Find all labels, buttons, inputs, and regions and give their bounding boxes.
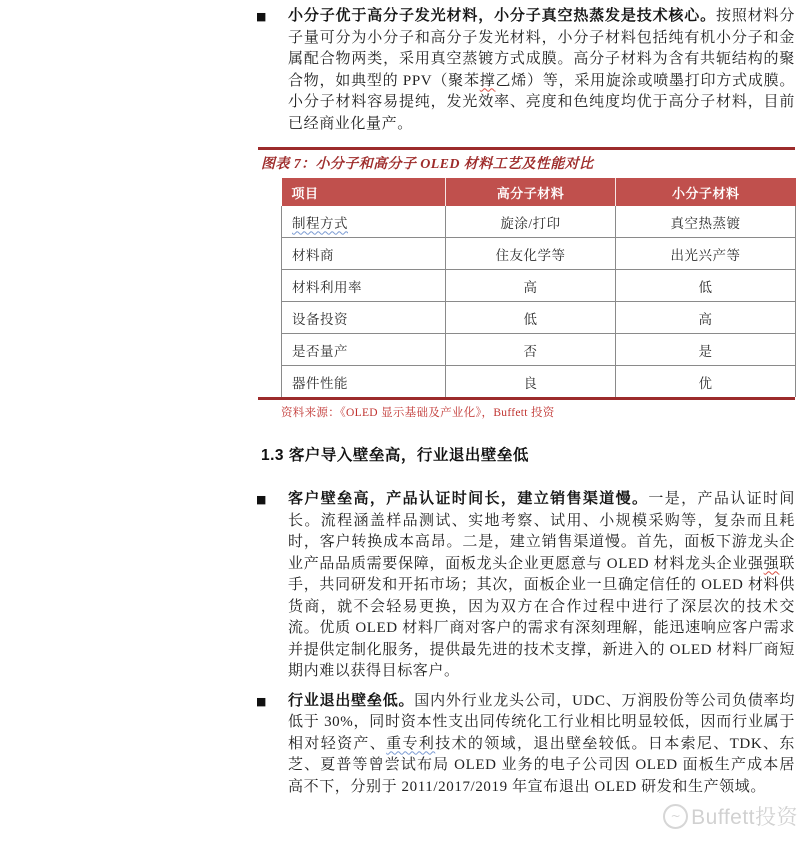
brand-watermark: [663, 801, 798, 831]
cell-polymer: 高: [446, 270, 616, 302]
oled-material-comparison-table: [281, 178, 796, 397]
cell-small-molecule: 出光兴产等: [616, 238, 796, 270]
spellcheck-squiggle-red: 撑: [479, 72, 496, 89]
cell-item: 设备投资: [282, 302, 446, 334]
comparison-table-wrap: [281, 178, 795, 397]
section-heading-1-3: 1.3 客户导入壁垒高，行业退出壁垒低: [261, 447, 529, 464]
cell-small-molecule: 真空热蒸镀: [616, 206, 796, 238]
paragraph-body: 国内外行业龙头公司，UDC、万润股份等公司负债率均低于 30%，同时资本性支出同传统化工行业相比明显较低，因而行业属于相对轻资产、: [288, 692, 795, 752]
paragraph-text: [288, 693, 795, 795]
table-header-row: [282, 178, 796, 206]
figure-source-note: 资料来源：《OLED 显示基础及产业化》，Buffett 投资: [281, 407, 555, 419]
table-row: [282, 270, 796, 302]
column-header-small-molecule: 小分子材料: [616, 178, 796, 206]
figure-7-block: [258, 147, 795, 420]
cell-small-molecule: 是: [616, 334, 796, 366]
bullet-paragraph-customer-barrier: [255, 489, 795, 683]
cell-item: 材料商: [282, 238, 446, 270]
paragraph-body: 技术的领域，退出壁垒较低。日本索尼、TDK、东芝、夏普等曾尝试布局 OLED 业务的电子公司因 OLED 面板生产成本居高不下，分别于 2011/2017/2019 年宣布退出 OLED 研发和生产领域。: [288, 735, 795, 795]
table-body: [282, 206, 796, 397]
cell-small-molecule: 优: [616, 366, 796, 398]
figure-bottom-rule: [258, 397, 795, 400]
paragraph-text: [288, 8, 795, 132]
spellcheck-squiggle-blue: 制程方式: [292, 215, 348, 231]
spellcheck-squiggle-blue: 重专利: [386, 735, 436, 752]
cell-polymer: 否: [446, 334, 616, 366]
cell-item: [282, 206, 446, 238]
cell-polymer: 良: [446, 366, 616, 398]
paragraph-lead: 客户壁垒高，产品认证时间长，建立销售渠道慢。: [288, 491, 649, 507]
paragraph-body: 按照材料分子量可分为小分子和高分子发光材料，小分子材料包括纯有机小分子和金属配合物两类，采用真空蒸镀方式成膜。高分子材料为含有共轭结构的聚合物，如典型的 PPV（聚苯: [288, 8, 795, 89]
watermark-text: Buffett投资: [691, 806, 798, 829]
bullet-square-icon: ■: [256, 10, 267, 23]
table-row: [282, 238, 796, 270]
bullet-square-icon: ■: [256, 694, 267, 708]
paragraph-lead: 行业退出壁垒低。: [288, 692, 415, 709]
paragraph-body: 一是，产品认证时间长。流程涵盖样品测试、实地考察、试用、小规模采购等，复杂而且耗时，客户转换成本高昂。二是，建立销售渠道慢。首先，面板下游龙头企业产品品质需要保障，面板龙头企业更愿意与 OLED 材料龙头企业强: [288, 491, 795, 572]
bullet-paragraph-exit-barrier: [255, 691, 795, 799]
cell-polymer: 住友化学等: [446, 238, 616, 270]
cell-item: 材料利用率: [282, 270, 446, 302]
table-row: [282, 366, 796, 398]
cell-item: 是否量产: [282, 334, 446, 366]
paragraph-body: 联手，共同研发和开拓市场；其次，面板企业一旦确定信任的 OLED 材料供货商，就不会轻易更换，因为双方在合作过程中进行了深层次的技术交流。优质 OLED 材料厂商对客户的需求有深刻理解，能迅速响应客户需求并提供定制化服务，提供最先进的技术支撑，新进入的 OLED 材料厂商短期内难以获得目标客户。: [288, 555, 795, 679]
table-row: [282, 334, 796, 366]
bullet-square-icon: ■: [256, 493, 267, 506]
column-header-polymer: 高分子材料: [446, 178, 616, 206]
cell-small-molecule: 低: [616, 270, 796, 302]
cell-item: 器件性能: [282, 366, 446, 398]
paragraph-text: [288, 491, 795, 679]
cell-polymer: 旋涂/打印: [446, 206, 616, 238]
column-header-item: 项目: [282, 178, 446, 206]
paragraph-lead: 小分子优于高分子发光材料，小分子真空热蒸发是技术核心。: [288, 8, 716, 24]
table-header: [282, 178, 796, 206]
figure-title: 图表 7：小分子和高分子 OLED 材料工艺及性能对比: [258, 147, 795, 178]
table-row: [282, 206, 796, 238]
cell-polymer: 低: [446, 302, 616, 334]
paragraph-body: 乙烯）等，采用旋涂或喷墨打印方式成膜。小分子材料容易提纯，发光效率、亮度和色纯度均优于高分子材料，目前已经商业化量产。: [288, 72, 796, 132]
cell-small-molecule: 高: [616, 302, 796, 334]
watermark-logo-icon: ~: [663, 804, 688, 829]
spellcheck-squiggle-red: 强: [763, 555, 780, 572]
table-row: [282, 302, 796, 334]
page-content-column: [255, 0, 795, 798]
bullet-paragraph-small-molecule: [255, 6, 795, 135]
